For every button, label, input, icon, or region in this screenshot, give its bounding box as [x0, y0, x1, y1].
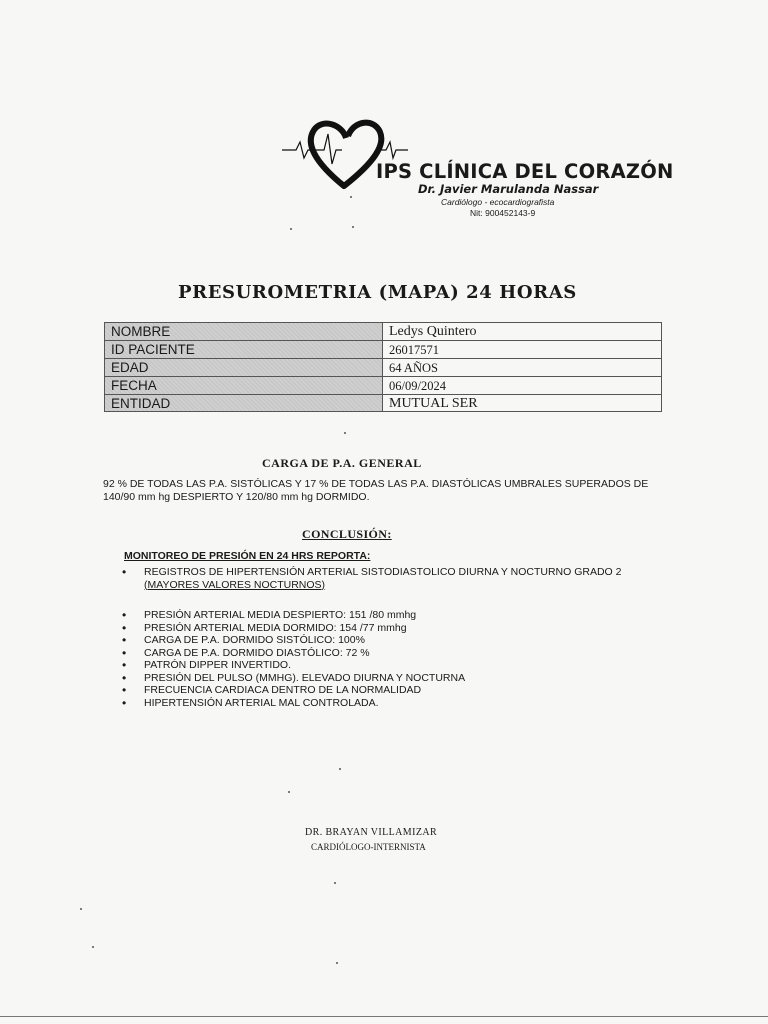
clinic-name: IPS CLÍNICA DEL CORAZÓN: [376, 160, 674, 183]
scan-speck: [290, 228, 292, 230]
monitoreo-subtitle: MONITOREO DE PRESIÓN EN 24 HRS REPORTA:: [124, 550, 371, 562]
nit-number: Nit: 900452143-9: [470, 208, 536, 218]
list-item: • PRESIÓN ARTERIAL MEDIA DORMIDO: 154 /77 mmhg: [118, 622, 678, 635]
scan-edge-line: [0, 1016, 768, 1017]
patient-value: 06/09/2024: [382, 376, 662, 394]
patient-label: NOMBRE: [104, 322, 382, 340]
patient-label: ID PACIENTE: [104, 340, 382, 358]
scan-speck: [336, 962, 338, 964]
doctor-role: Cardiólogo - ecocardiografista: [441, 197, 555, 207]
patient-table: [104, 322, 662, 412]
patient-value: Ledys Quintero: [382, 322, 662, 340]
list-item: • CARGA DE P.A. DORMIDO SISTÓLICO: 100%: [118, 634, 678, 647]
list-item: • HIPERTENSIÓN ARTERIAL MAL CONTROLADA.: [118, 697, 678, 710]
list-item: • PRESIÓN ARTERIAL MEDIA DESPIERTO: 151 /80 mmhg: [118, 609, 678, 622]
signature-role: CARDIÓLOGO-INTERNISTA: [311, 842, 426, 852]
list-item-line: • REGISTROS DE HIPERTENSIÓN ARTERIAL SISTODIASTOLICO DIURNA Y NOCTURNO GRADO 2: [144, 566, 622, 578]
scan-speck: [344, 432, 346, 434]
scan-speck: [288, 791, 290, 793]
list-item-line: (MAYORES VALORES NOCTURNOS): [144, 578, 326, 591]
list-item: • PATRÓN DIPPER INVERTIDO.: [118, 659, 678, 672]
patient-value: 64 AÑOS: [382, 358, 662, 376]
carga-title: CARGA DE P.A. GENERAL: [262, 456, 422, 470]
patient-label: EDAD: [104, 358, 382, 376]
patient-label: FECHA: [104, 376, 382, 394]
report-title: PRESUROMETRIA (MAPA) 24 HORAS: [178, 282, 577, 303]
scan-speck: [80, 908, 82, 910]
list-item: • FRECUENCIA CARDIACA DENTRO DE LA NORMALIDAD: [118, 684, 678, 697]
scan-speck: [350, 196, 352, 198]
scan-speck: [352, 226, 354, 228]
patient-row-fecha: [104, 376, 662, 394]
list-item: [118, 566, 678, 591]
doctor-name: Dr. Javier Marulanda Nassar: [418, 182, 599, 196]
conclusion-title: CONCLUSIÓN:: [302, 527, 392, 541]
patient-row-id: [104, 340, 662, 358]
patient-row-entidad: [104, 394, 662, 412]
patient-value: MUTUAL SER: [382, 394, 662, 412]
scan-speck: [339, 768, 341, 770]
list-item: • PRESIÓN DEL PULSO (MMHG). ELEVADO DIURNA Y NOCTURNA: [118, 672, 678, 685]
scan-speck: [334, 882, 336, 884]
patient-row-nombre: [104, 322, 662, 340]
list-item: • CARGA DE P.A. DORMIDO DIASTÓLICO: 72 %: [118, 647, 678, 660]
patient-row-edad: [104, 358, 662, 376]
conclusion-list: [118, 566, 678, 709]
scan-speck: [92, 946, 94, 948]
patient-value: 26017571: [382, 340, 662, 358]
signature-name: DR. BRAYAN VILLAMIZAR: [305, 827, 438, 838]
carga-text: 92 % DE TODAS LAS P.A. SISTÓLICAS Y 17 % DE TODAS LAS P.A. DIASTÓLICAS UMBRALES SUPERADOS DE 140/90 mm hg DESPIERTO Y 120/80 mm hg DORMIDO.: [103, 478, 649, 503]
patient-label: ENTIDAD: [104, 394, 382, 412]
